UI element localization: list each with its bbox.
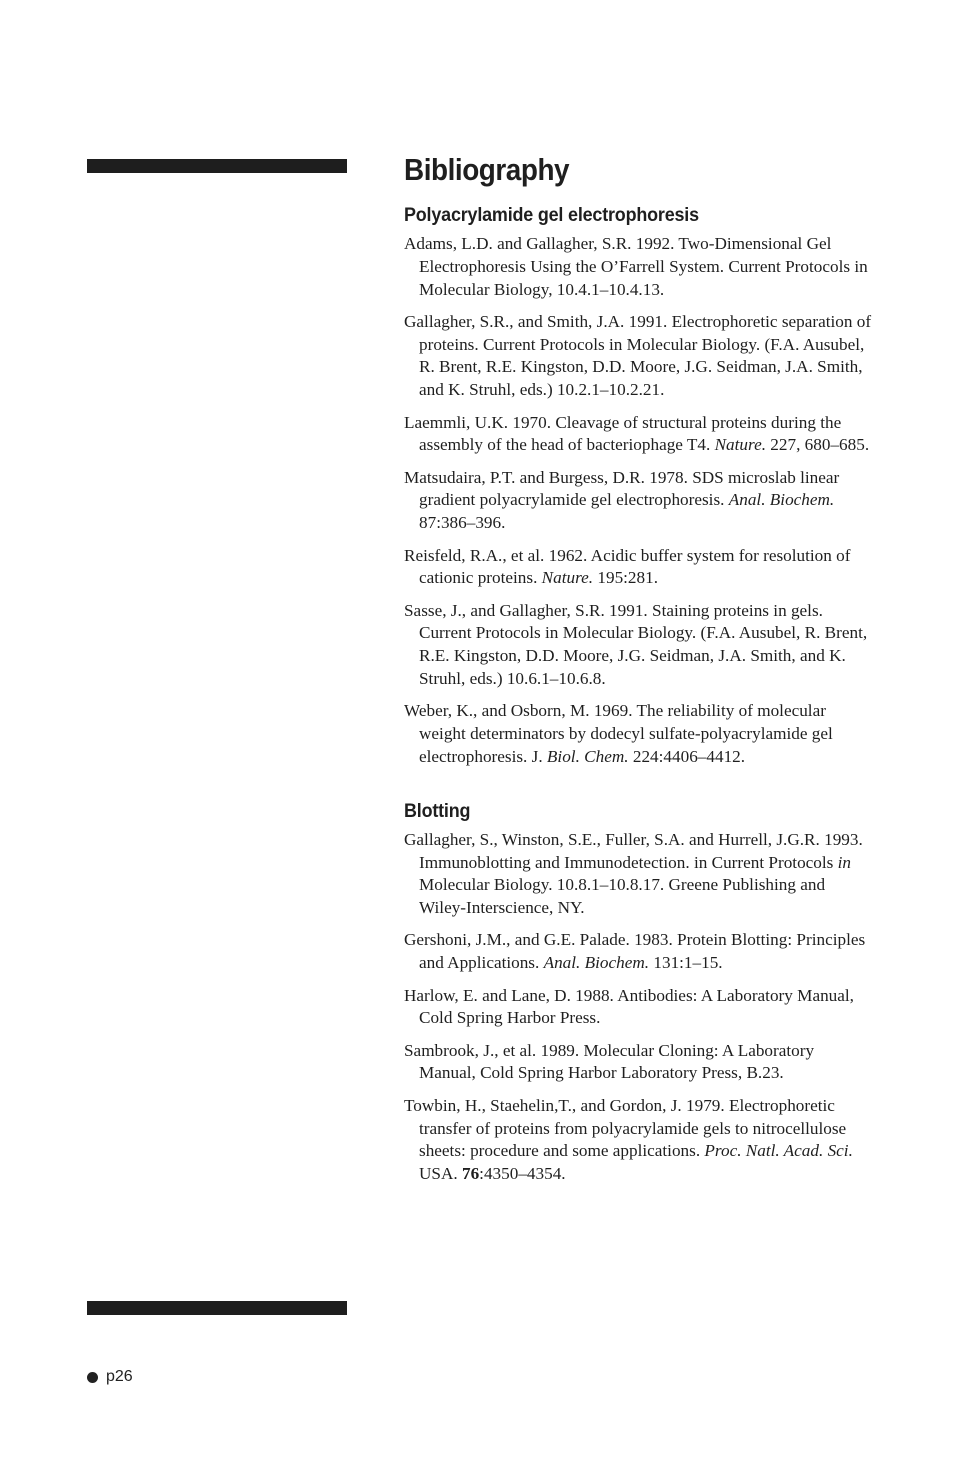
bibliography-content [404,152,874,1195]
bullet-icon [87,1372,98,1383]
page-title: Bibliography [404,152,570,187]
reference: Sasse, J., and Gallagher, S.R. 1991. Staining proteins in gels. Current Protocols in Molecular Biology. (F.A. Ausubel, R. Brent, R.E. Kingston, D.D. Moore, J.G. Seidman, J.A. Smith, and K. Struhl, eds.) 10.6.1–10.6.8. [404,600,868,689]
reference: Towbin, H., Staehelin,T., and Gordon, J. 1979. Electrophoretic transfer of proteins from polyacrylamide gels to nitrocellulose sheets: procedure and some applications. Proc. Natl. Acad. Sci. USA. 76:4350–4354. [404,1095,853,1184]
reference: Matsudaira, P.T. and Burgess, D.R. 1978. SDS microslab linear gradient polyacrylamide gel electrophoresis. Anal. Biochem. 87:386–396. [404,467,840,533]
page-number: p26 [106,1368,133,1385]
reference: Laemmli, U.K. 1970. Cleavage of structural proteins during the assembly of the head of bacteriophage T4. Nature. 227, 680–685. [404,412,870,455]
page-footer [87,1368,133,1386]
reference: Adams, L.D. and Gallagher, S.R. 1992. Two-Dimensional Gel Electrophoresis Using the O’Farrell System. Current Protocols in Molecular Biology, 10.4.1–10.4.13. [404,234,868,299]
reference: Sambrook, J., et al. 1989. Molecular Cloning: A Laboratory Manual, Cold Spring Harbor Laboratory Press, B.23. [404,1040,815,1083]
section-heading: Blotting [404,799,471,822]
reference: Weber, K., and Osborn, M. 1969. The reliability of molecular weight determinators by dodecyl sulfate-polyacrylamide gel electrophoresis. J. Biol. Chem. 224:4406–4412. [404,701,833,766]
reference: Gallagher, S.R., and Smith, J.A. 1991. Electrophoretic separation of proteins. Current Protocols in Molecular Biology. (F.A. Ausubel, R. Brent, R.E. Kingston, D.D. Moore, J.G. Seidman, J.A. Smith, and K. Struhl, eds.) 10.2.1–10.2.21. [404,311,872,400]
top-rule [87,159,347,173]
reference: Gershoni, J.M., and G.E. Palade. 1983. Protein Blotting: Principles and Applications. Anal. Biochem. 131:1–15. [404,930,866,973]
reference: Harlow, E. and Lane, D. 1988. Antibodies: A Laboratory Manual, Cold Spring Harbor Press. [404,985,854,1028]
reference: Gallagher, S., Winston, S.E., Fuller, S.A. and Hurrell, J.G.R. 1993. Immunoblotting and Immunodetection. in Current Protocols in Molecular Biology. 10.8.1–10.8.17. Greene Publishing and Wiley-Interscience, NY. [404,829,863,918]
section-heading: Polyacrylamide gel electrophoresis [404,204,699,226]
reference: Reisfeld, R.A., et al. 1962. Acidic buffer system for resolution of cationic proteins. Nature. 195:281. [404,545,851,588]
bottom-rule [87,1301,347,1315]
